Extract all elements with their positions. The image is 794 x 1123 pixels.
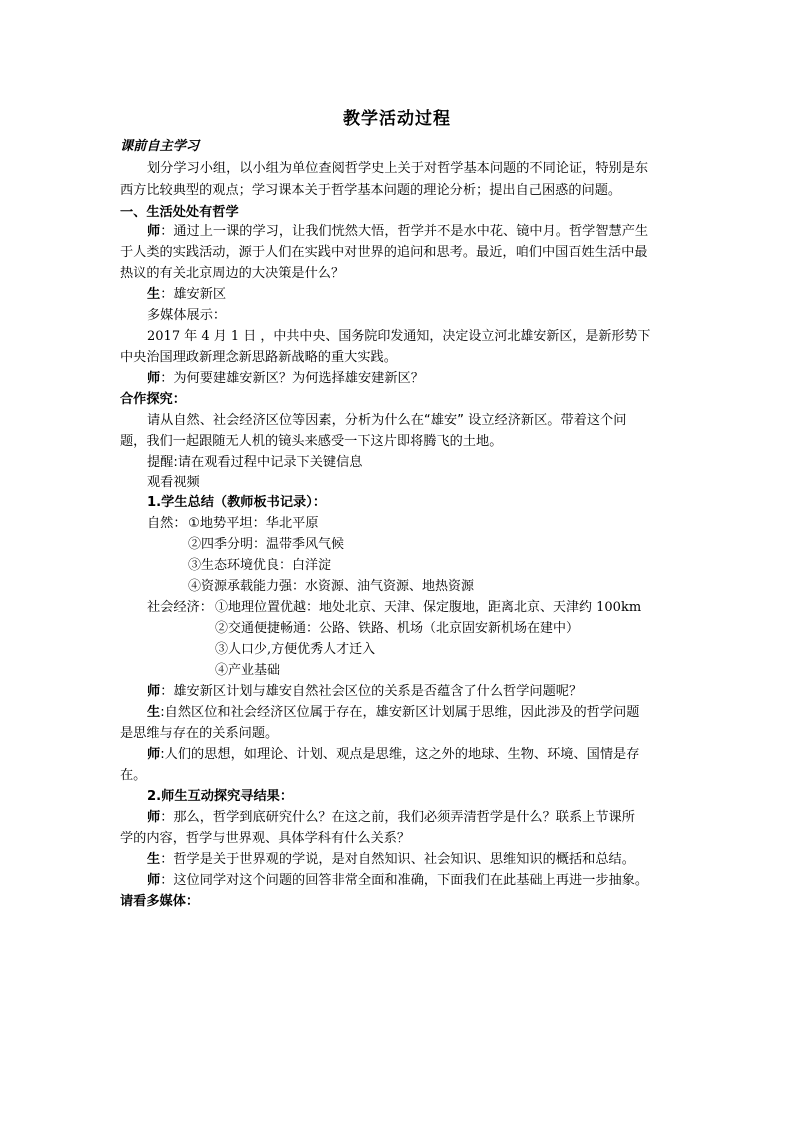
nature-item: ③生态环境优良：白洋淀 bbox=[188, 558, 332, 573]
teacher-line-6 bbox=[147, 745, 639, 765]
social-item: ③人口少,方便优秀人才迁入 bbox=[215, 642, 376, 657]
social-item: ①地理位置优越：地处北京、天津、保定腹地，距离北京、天津约 100km bbox=[215, 600, 642, 615]
reminder-line: 提醒:请在观看过程中记录下关键信息 bbox=[147, 455, 363, 470]
section-1-heading: 一、生活处处有哲学 bbox=[120, 205, 239, 220]
student-text: ：哲学是关于世界观的学说，是对自然知识、社会知识、思维知识的概括和总结。 bbox=[160, 852, 635, 867]
teacher-text: ：雄安新区计划与雄安自然社会区位的关系是否蕴含了什么哲学问题呢？ bbox=[160, 684, 583, 699]
section-2-heading: 2.师生互动探究寻结果： bbox=[147, 789, 294, 804]
teacher-line-5 bbox=[147, 682, 582, 702]
teacher-line-11: 请看多媒体： bbox=[120, 894, 200, 909]
student-summary-heading: 1.学生总结（教师板书记录）： bbox=[147, 495, 327, 510]
teacher-label: 师 bbox=[147, 747, 161, 762]
news-line-1: 2017 年 4 月 1 日 ，中共中央、国务院印发通知，决定设立河北雄安新区，是新形势下 bbox=[147, 329, 651, 344]
student-label: 生 bbox=[147, 287, 161, 302]
cooperate-heading: 合作探究： bbox=[120, 392, 186, 407]
nature-label: 自然： bbox=[147, 516, 187, 531]
pre-study-line-2: 西方比较典型的观点；学习课本关于哲学基本问题的理论分析；提出自己困惑的问题。 bbox=[120, 183, 622, 198]
student-text: :自然区位和社会经济区位属于存在，雄安新区计划属于思维，因此涉及的哲学问题 bbox=[160, 705, 640, 720]
nature-item: ①地势平坦：华北平原 bbox=[188, 516, 319, 531]
teacher-label: 师 bbox=[147, 371, 161, 386]
pre-study-line-1: 划分学习小组，以小组为单位查阅哲学史上关于对哲学基本问题的不同论证，特别是东 bbox=[147, 161, 649, 176]
student-line-1 bbox=[147, 285, 226, 305]
social-item: ④产业基础 bbox=[215, 663, 281, 678]
teacher-line-8 bbox=[147, 808, 635, 828]
student-text: ：雄安新区 bbox=[160, 287, 227, 302]
watch-video-line: 观看视频 bbox=[147, 475, 200, 490]
student-line-3: 是思维与存在的关系问题。 bbox=[120, 726, 279, 741]
teacher-label: 师 bbox=[147, 873, 161, 888]
page-title: 教学活动过程 bbox=[343, 109, 451, 129]
teacher-label: 师 bbox=[147, 684, 161, 699]
teacher-label: 师 bbox=[147, 810, 161, 825]
cooperate-line-2: 题，我们一起跟随无人机的镜头来感受一下这片即将腾飞的土地。 bbox=[120, 434, 503, 449]
teacher-line-2: 于人类的实践活动，源于人们在实践中对世界的追问和思考。最近，咱们中国百姓生活中最 bbox=[120, 245, 648, 260]
student-label: 生 bbox=[147, 705, 161, 720]
teacher-line-9: 学的内容，哲学与世界观、具体学科有什么关系？ bbox=[120, 831, 411, 846]
nature-item: ④资源承载能力强：水资源、油气资源、地热资源 bbox=[188, 579, 475, 594]
teacher-line-3: 热议的有关北京周边的大决策是什么？ bbox=[120, 266, 345, 281]
teacher-line-4 bbox=[147, 369, 424, 389]
nature-item: ②四季分明：温带季风气候 bbox=[188, 537, 345, 552]
social-label: 社会经济： bbox=[147, 600, 213, 615]
media-label: 多媒体展示： bbox=[147, 308, 227, 323]
teacher-line-1 bbox=[147, 222, 648, 242]
pre-study-heading: 课前自主学习 bbox=[120, 139, 200, 154]
student-line-4 bbox=[147, 850, 635, 870]
cooperate-line-1: 请从自然、社会经济区位等因素，分析为什么在“雄安” 设立经济新区。带着这个问 bbox=[147, 413, 627, 428]
teacher-text: ：为何要建雄安新区？为何选择雄安建新区？ bbox=[160, 371, 424, 386]
teacher-text: :人们的思想，如理论、计划、观点是思维，这之外的地球、生物、环境、国情是存 bbox=[160, 747, 640, 762]
teacher-text: ：通过上一课的学习，让我们恍然大悟，哲学并不是水中花、镜中月。哲学智慧产生 bbox=[160, 224, 649, 239]
social-item: ②交通便捷畅通：公路、铁路、机场（北京固安新机场在建中） bbox=[215, 621, 580, 636]
teacher-line-7: 在。 bbox=[120, 768, 147, 783]
teacher-text: ：那么，哲学到底研究什么？在这之前，我们必须弄清哲学是什么？联系上节课所 bbox=[160, 810, 635, 825]
student-line-2 bbox=[147, 703, 639, 723]
student-label: 生 bbox=[147, 852, 161, 867]
teacher-line-10 bbox=[147, 871, 648, 891]
teacher-text: ：这位同学对这个问题的回答非常全面和准确，下面我们在此基础上再进一步抽象。 bbox=[160, 873, 649, 888]
news-line-2: 中央治国理政新理念新思路新战略的重大实践。 bbox=[120, 350, 397, 365]
teacher-label: 师 bbox=[147, 224, 161, 239]
